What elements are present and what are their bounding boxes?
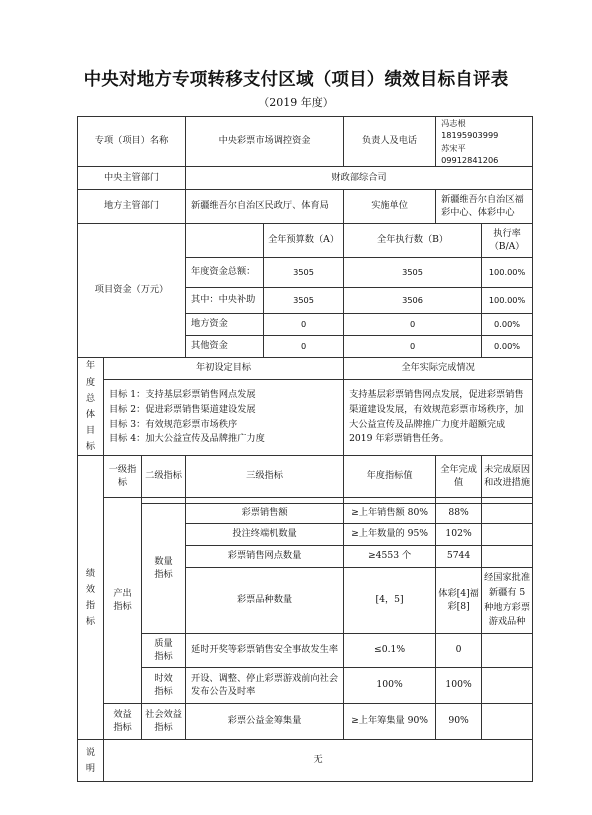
goals-actual-text: 支持基层彩票销售网点发展，促进彩票销售渠道建设发展，有效规范彩票市场秩序，加大公益宣传及品牌推广力度并超额完成 2019 年彩票销售任务。 — [344, 380, 533, 456]
indicator-reason — [482, 704, 533, 740]
year-subtitle: （2019 年度） — [258, 96, 334, 109]
indicator-name: 彩票品种数量 — [186, 568, 344, 634]
fund-executed: 0 — [344, 336, 482, 358]
indicator-header-target: 年度指标值 — [344, 456, 436, 498]
indicator-target: ≥上年筹集量 90% — [344, 704, 436, 740]
goal-item: 目标 4：加大公益宣传及品牌推广力度 — [109, 433, 265, 445]
fund-budget: 0 — [264, 336, 344, 358]
indicator-header-l1: 一级指标 — [104, 456, 142, 498]
indicator-target: ≥4553 个 — [344, 546, 436, 568]
goal-item: 目标 1：支持基层彩票销售网点发展 — [109, 389, 256, 401]
indicator-target: 100% — [344, 668, 436, 704]
indicator-l2-quality-text: 质量指标 — [154, 637, 173, 662]
fund-budget: 0 — [264, 314, 344, 336]
indicator-l2-quantity-text: 数量指标 — [154, 555, 173, 580]
indicator-l2-social — [142, 704, 186, 740]
funds-header-row — [78, 224, 533, 258]
indicator-l2-social-text: 社会效益指标 — [145, 708, 182, 733]
indicator-name: 彩票公益金筹集量 — [186, 704, 344, 740]
indicator-name: 投注终端机数量 — [186, 524, 344, 546]
indicator-row — [78, 668, 533, 704]
goals-actual-header: 全年实际完成情况 — [344, 358, 533, 380]
indicator-target: ≤0.1% — [344, 634, 436, 668]
indicator-target: ≥上年数量的 95% — [344, 524, 436, 546]
fund-budget: 3505 — [264, 288, 344, 314]
fund-name: 年度资金总额： — [186, 258, 264, 288]
local-dept-value: 新疆维吾尔自治区民政厅、体育局 — [186, 190, 344, 224]
notes-label — [78, 740, 104, 782]
indicator-actual: 90% — [436, 704, 482, 740]
fund-rate: 100.00% — [482, 258, 533, 288]
indicator-l1-benefit-text: 效益指标 — [113, 708, 132, 733]
page-title: 中央对地方专项转移支付区域（项目）绩效目标自评表 — [83, 70, 509, 90]
indicator-name: 彩票销售网点数量 — [186, 546, 344, 568]
indicator-actual: 0 — [436, 634, 482, 668]
indicators-label-text: 绩效指标 — [85, 567, 96, 627]
impl-unit-label: 实施单位 — [344, 190, 436, 224]
funds-header-blank — [186, 224, 264, 258]
indicator-header-actual: 全年完成值 — [436, 456, 482, 498]
indicator-actual: 102% — [436, 524, 482, 546]
indicator-name: 开设、调整、停止彩票游戏前向社会发布公告及时率 — [186, 668, 344, 704]
indicators-label — [78, 456, 104, 740]
notes-label-text: 说明 — [85, 746, 96, 774]
indicator-l2-quantity — [142, 504, 186, 634]
indicator-target: [4，5] — [344, 568, 436, 634]
project-row — [78, 117, 533, 167]
indicator-target: ≥上年销售额 80% — [344, 504, 436, 524]
fund-rate: 0.00% — [482, 336, 533, 358]
indicator-row — [78, 634, 533, 668]
funds-header-rate: 执行率（B/A） — [482, 224, 533, 258]
indicator-l1-output — [104, 498, 142, 704]
central-dept-row — [78, 167, 533, 190]
central-dept-label: 中央主管部门 — [78, 167, 186, 190]
indicator-reason — [482, 504, 533, 524]
indicator-actual: 100% — [436, 668, 482, 704]
evaluation-table — [77, 116, 533, 782]
project-label: 专项（项目）名称 — [78, 117, 186, 167]
fund-executed: 0 — [344, 314, 482, 336]
fund-name: 地方资金 — [186, 314, 264, 336]
contact-2: 苏宋平 09912841206 — [441, 142, 499, 165]
fund-name: 其中：中央补助 — [186, 288, 264, 314]
contact-value — [436, 117, 533, 167]
indicator-header-l3: 三级指标 — [186, 456, 344, 498]
funds-header-executed: 全年执行数（B） — [344, 224, 482, 258]
indicator-header-reason: 未完成原因和改进措施 — [482, 456, 533, 498]
indicator-l1-output-text: 产出指标 — [113, 587, 132, 612]
goals-set-list — [104, 380, 344, 456]
contact-label: 负责人及电话 — [344, 117, 436, 167]
fund-rate: 100.00% — [482, 288, 533, 314]
impl-unit-value: 新疆维吾尔自治区福彩中心、体彩中心 — [436, 190, 533, 224]
notes-value: 无 — [104, 740, 533, 782]
notes-row — [78, 740, 533, 782]
fund-budget: 3505 — [264, 258, 344, 288]
contact-1: 冯志根 18195903999 — [441, 118, 499, 141]
indicator-l1-benefit — [104, 704, 142, 740]
fund-rate: 0.00% — [482, 314, 533, 336]
fund-executed: 3506 — [344, 288, 482, 314]
indicators-header-row — [78, 456, 533, 498]
indicator-actual: 体彩[4]福彩[8] — [436, 568, 482, 634]
goals-set-header: 年初设定目标 — [104, 358, 344, 380]
goals-content-row — [78, 380, 533, 456]
indicator-actual: 88% — [436, 504, 482, 524]
indicator-reason — [482, 524, 533, 546]
funds-header-budget: 全年预算数（A） — [264, 224, 344, 258]
central-dept-value: 财政部综合司 — [186, 167, 533, 190]
indicator-reason — [482, 634, 533, 668]
indicator-reason: 经国家批准新疆有 5 种地方彩票游戏品种 — [482, 568, 533, 634]
goal-item: 目标 3：有效规范彩票市场秩序 — [109, 418, 238, 430]
goals-label — [78, 358, 104, 456]
goals-header-row — [78, 358, 533, 380]
indicator-l2-time-text: 时效指标 — [154, 672, 173, 697]
indicator-reason — [482, 668, 533, 704]
local-dept-label: 地方主管部门 — [78, 190, 186, 224]
indicator-l2-time — [142, 668, 186, 704]
indicator-name: 彩票销售额 — [186, 504, 344, 524]
indicator-header-l2: 二级指标 — [142, 456, 186, 498]
fund-name: 其他资金 — [186, 336, 264, 358]
local-dept-row — [78, 190, 533, 224]
goal-item: 目标 2：促进彩票销售渠道建设发展 — [109, 403, 256, 415]
indicator-reason — [482, 546, 533, 568]
indicator-actual: 5744 — [436, 546, 482, 568]
indicator-row — [78, 504, 533, 524]
indicator-l2-quality — [142, 634, 186, 668]
fund-executed: 3505 — [344, 258, 482, 288]
goals-label-text: 年度总体目标 — [85, 360, 96, 452]
indicator-name: 延时开奖等彩票销售安全事故发生率 — [186, 634, 344, 668]
indicator-row — [78, 704, 533, 740]
project-name: 中央彩票市场调控资金 — [186, 117, 344, 167]
funds-label: 项目资金（万元） — [78, 224, 186, 358]
